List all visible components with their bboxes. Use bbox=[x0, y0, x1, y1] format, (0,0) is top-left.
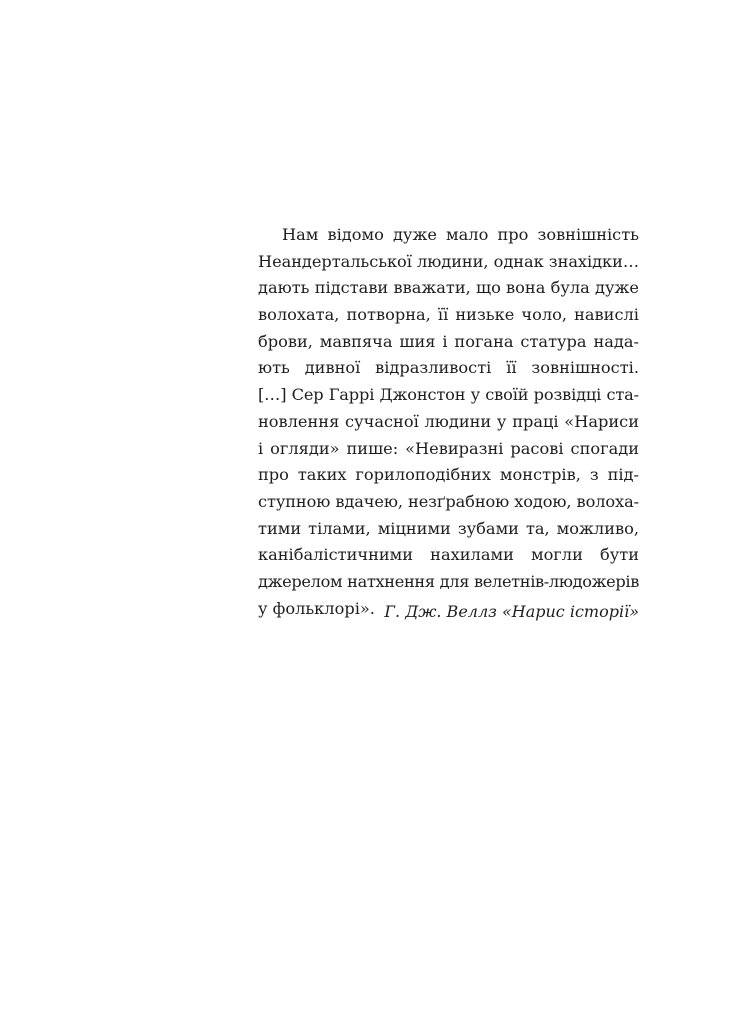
quote-line: Нам відомо дуже мало про зовнішність bbox=[282, 225, 639, 244]
quote-line: про таких горилоподібних монстрів, з під- bbox=[258, 465, 639, 485]
quote-line: ють дивної відразливості її зовнішності. bbox=[258, 358, 639, 378]
quote-line: і огляди» пише: «Невиразні расові спогади bbox=[258, 438, 639, 458]
epigraph-attribution: Г. Дж. Веллз «Нарис історії» bbox=[384, 602, 639, 621]
quote-line: канібалістичними нахилами могли бути bbox=[258, 545, 639, 565]
quote-line: […] Сер Гаррі Джонстон у своїй розвідці ста- bbox=[258, 385, 639, 405]
quote-line: новлення сучасної людини у праці «Нариси bbox=[258, 411, 639, 431]
epigraph-quote bbox=[258, 222, 639, 622]
quote-line: джерелом натхнення для велетнів-людожерів bbox=[258, 571, 639, 591]
quote-line: ступною вдачею, незґрабною ходою, волоха- bbox=[258, 491, 639, 511]
quote-line: Неандертальської людини, однак знахідки… bbox=[258, 251, 639, 271]
quote-line: волохата, потворна, її низьке чоло, навислі bbox=[258, 305, 639, 325]
quote-line: тими тілами, міцними зубами та, можливо, bbox=[258, 518, 639, 538]
quote-line: у фольклорі». bbox=[258, 598, 375, 618]
quote-line: дають підстави вважати, що вона була дуже bbox=[258, 278, 639, 298]
quote-line: брови, мавпяча шия і погана статура нада- bbox=[258, 331, 639, 351]
